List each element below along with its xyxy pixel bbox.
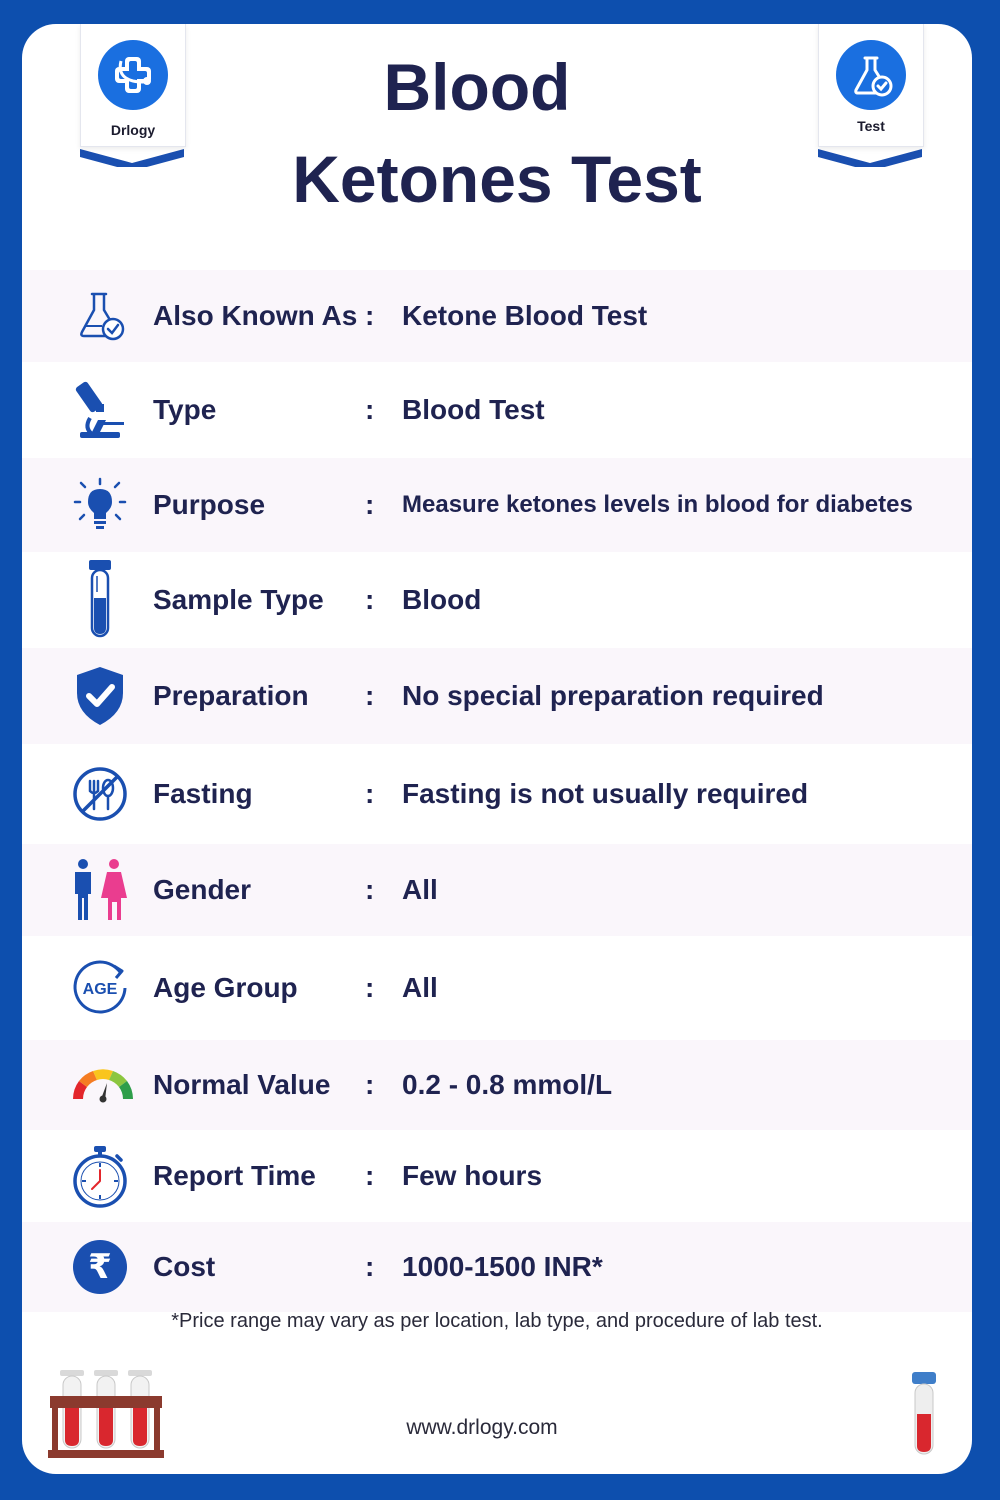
website-link[interactable]: www.drlogy.com	[406, 1416, 558, 1439]
row-label: Also Known As	[153, 300, 358, 331]
row-label: Gender	[153, 874, 252, 905]
age-icon	[68, 956, 132, 1020]
lightbulb-icon	[68, 473, 132, 537]
row-colon: :	[365, 972, 375, 1003]
row-purpose	[22, 458, 972, 552]
row-colon: :	[365, 1160, 375, 1191]
row-colon: :	[365, 1069, 375, 1100]
row-value: All	[402, 972, 438, 1003]
info-table	[22, 270, 972, 1312]
page-title-line1: Blood	[383, 50, 571, 124]
row-colon: :	[365, 680, 375, 711]
test-tube-icon	[68, 558, 132, 642]
row-label: Normal Value	[153, 1069, 331, 1100]
row-fasting	[22, 744, 972, 844]
row-value: No special preparation required	[402, 680, 824, 711]
row-value: Few hours	[402, 1160, 543, 1191]
row-type	[22, 362, 972, 458]
row-sample-type	[22, 552, 972, 648]
row-value: Fasting is not usually required	[402, 778, 809, 809]
row-label: Cost	[153, 1251, 216, 1282]
gauge-icon	[68, 1053, 138, 1117]
row-value: Blood Test	[402, 394, 545, 425]
stopwatch-icon	[68, 1144, 132, 1208]
price-note: *Price range may vary as per location, lab type, and procedure of lab test.	[171, 1310, 823, 1332]
row-label: Report Time	[153, 1160, 316, 1191]
row-preparation	[22, 648, 972, 744]
row-value: 1000-1500 INR*	[402, 1251, 603, 1282]
row-label: Sample Type	[153, 584, 324, 615]
shield-check-icon	[68, 664, 132, 728]
page-title-line2: Ketones Test	[292, 142, 702, 216]
row-label: Purpose	[153, 489, 266, 520]
row-value: Ketone Blood Test	[402, 300, 648, 331]
drlogy-label: Drlogy	[110, 122, 156, 138]
row-value: Blood	[402, 584, 482, 615]
flask-check-icon	[68, 284, 132, 348]
row-normal-value	[22, 1040, 972, 1130]
row-value: All	[402, 874, 438, 905]
gender-icon	[68, 858, 132, 922]
row-colon: :	[365, 1251, 375, 1282]
row-cost	[22, 1222, 972, 1312]
age-icon-text: AGE	[82, 981, 118, 998]
row-value: 0.2 - 0.8 mmol/L	[402, 1069, 613, 1100]
blood-tube-icon	[910, 1370, 938, 1463]
row-report-time	[22, 1130, 972, 1222]
row-colon: :	[365, 778, 375, 809]
no-food-icon	[68, 762, 132, 826]
row-colon: :	[365, 300, 375, 331]
info-card	[22, 24, 972, 1474]
row-colon: :	[365, 394, 375, 425]
row-label: Type	[153, 394, 217, 425]
row-colon: :	[365, 489, 375, 520]
row-gender	[22, 844, 972, 936]
microscope-icon	[68, 378, 132, 442]
row-colon: :	[365, 874, 375, 905]
row-label: Fasting	[153, 778, 253, 809]
rupee-symbol: ₹	[73, 1240, 127, 1294]
rupee-icon	[68, 1235, 132, 1299]
row-label: Age Group	[153, 972, 298, 1003]
row-also-known-as	[22, 270, 972, 362]
row-label: Preparation	[153, 680, 309, 711]
row-colon: :	[365, 584, 375, 615]
row-age-group	[22, 936, 972, 1040]
test-label: Test	[857, 118, 885, 134]
row-value: Measure ketones levels in blood for diabetes	[402, 491, 913, 518]
